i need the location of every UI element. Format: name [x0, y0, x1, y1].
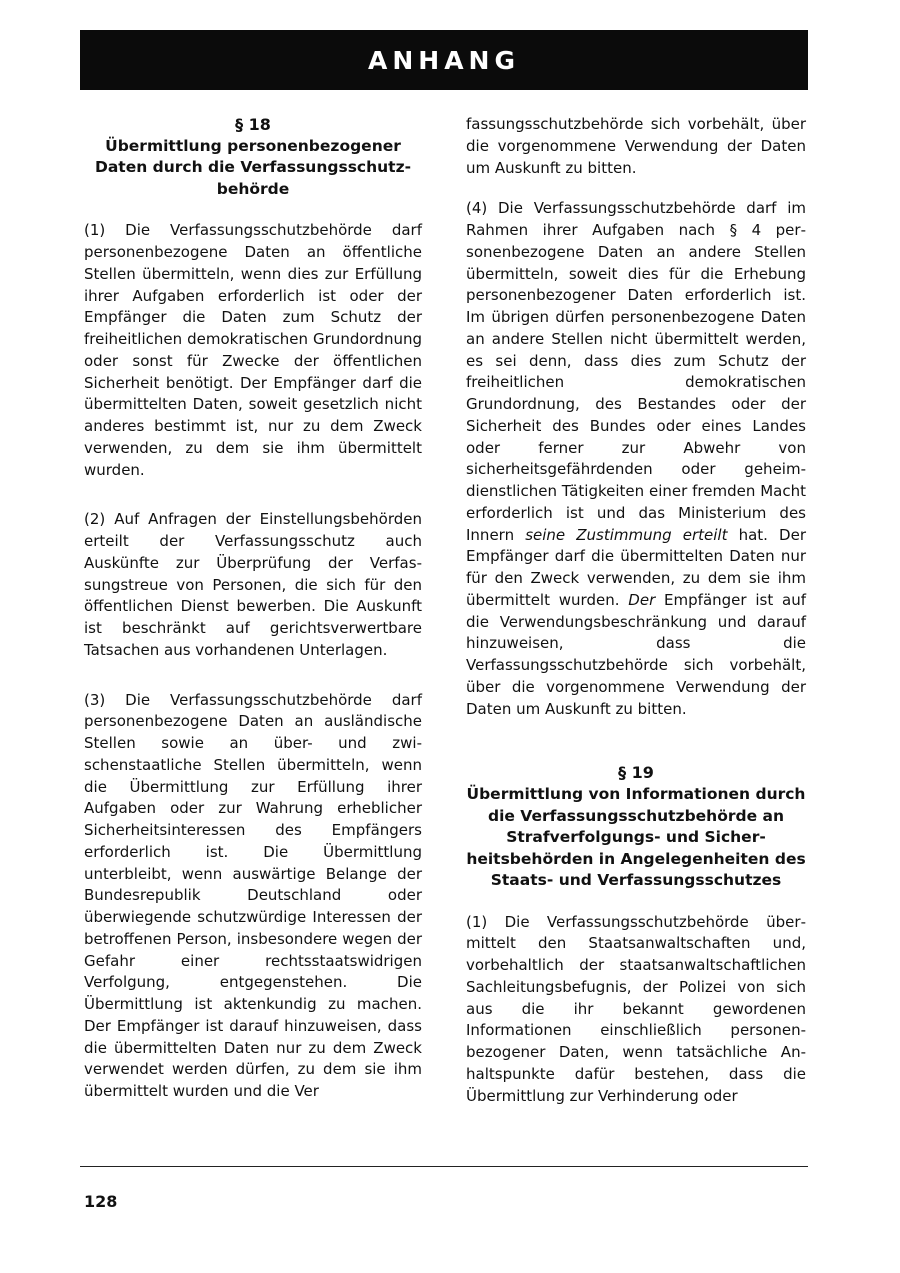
- page-number: 128: [84, 1192, 118, 1211]
- right-column: [466, 114, 806, 1126]
- section-18-title: Übermittlung personenbezogener Daten durch die Verfassungsschutzbehörde: [94, 136, 412, 198]
- paragraph-4-text-b: hat. Der Empfänger darf die übermittelten Daten nur für den Zweck verwenden, zu dem sie ihm übermittelt wurden.: [466, 525, 806, 609]
- paragraph-4-italic-b: Der: [628, 590, 656, 609]
- paragraph-4-text-a: (4) Die Verfassungsschutzbehörde darf im Rahmen ihrer Aufgaben nach § 4 personenbezogene Daten an andere Stellen übermitteln, soweit dies für die Erhebung personenbezogener Daten erforderlich ist. Im übrigen dürfen personenbezogene Daten an andere Stellen nicht übermittelt werden, es sei denn, dass dies zum Schutz der freiheitlichen demokratischen Grundordnung, des Bestandes oder der Sicherheit des Bundes oder eines Landes oder ferner zur Abwehr von sicherheitsgefährdenden oder geheimdienstlichen Tätigkeiten einer fremden Macht erforderlich ist und das Ministerium des Innern: [466, 199, 806, 544]
- section-19-paragraph-1: (1) Die Verfassungsschutzbehörde übermittelt den Staatsanwaltschaften und, vorbehaltlich der staatsanwaltschaftlichen Sachleitungsbefugnis, der Polizei von sich aus die ihr bekannt gewordenen Informationen einschließlich personenbezogener Daten, wenn tatsächliche Anhaltspunkte dafür bestehen, dass die Übermittlung zur Verhinderung oder: [466, 912, 806, 1105]
- chapter-title: ANHANG: [368, 45, 520, 75]
- section-18-number: § 18: [235, 115, 271, 134]
- section-18-paragraph-1: (1) Die Verfassungsschutzbehörde darf personenbezogene Daten an öffentliche Stellen übermitteln, wenn dies zur Erfüllung ihrer Aufgaben erforderlich ist oder der Empfänger die Daten zum Schutz der freiheitlichen demokratischen Grundordnung oder sonst für Zwecke der öffentlichen Sicherheit benötigt. Der Empfänger darf die übermittelten Daten, soweit gesetzlich nicht anderes bestimmt ist, nur zu dem Zweck verwenden, zu dem sie ihm übermittelt wurden.: [84, 221, 422, 479]
- footer-rule: [80, 1166, 808, 1167]
- paragraph-4-italic-a: seine Zustimmung erteilt: [525, 525, 728, 544]
- section-19-title: Übermittlung von Informationen durch die Verfassungsschutzbehörde an Strafverfolgungs- und Sicherheitsbehörden in Angelegenheiten des Staats- und Verfassungsschutzes: [466, 785, 806, 889]
- left-column: [84, 114, 422, 1122]
- chapter-header-bar: [80, 30, 808, 90]
- section-18-paragraph-2: (2) Auf Anfragen der Einstellungsbehörden erteilt der Verfassungsschutz auch Auskünfte zur Überprüfung der Verfassungstreue von Personen, die sich für den öffentlichen Dienst bewerben. Die Auskunft ist beschränkt auf gerichtsverwertbare Tatsachen aus vorhandenen Unterlagen.: [84, 510, 422, 659]
- paragraph-4-text-c: Empfänger ist auf die Verwendungsbeschränkung und darauf hinzuweisen, dass die Verfassungsschutzbehörde sich vorbehält, über die vorgenommene Verwendung der Daten um Auskunft zu bitten.: [466, 590, 807, 718]
- section-18-paragraph-3: (3) Die Verfassungsschutzbehörde darf personenbezogene Daten an ausländische Stellen sowie an über- und zwischenstaatliche Stellen übermitteln, wenn die Übermittlung zur Erfüllung ihrer Aufgaben oder zur Wahrung erheblicher Sicherheitsinteressen des Empfängers erforderlich ist. Die Übermittlung unterbleibt, wenn auswärtige Belange der Bundesrepublik Deutschland oder überwiegende schutzwürdige Interessen der betroffenen Person, insbesondere wegen der Gefahr einer rechtsstaatswidrigen Verfolgung, entgegenstehen. Die Übermittlung ist aktenkundig zu machen. Der Empfänger ist darauf hinzuweisen, dass die übermittelten Daten nur zu dem Zweck verwendet werden dürfen, zu dem sie ihm übermittelt wurden und die Ver: [84, 690, 422, 1100]
- section-18-paragraph-3-continuation: fassungsschutzbehörde sich vorbehält, über die vorgenommene Verwendung der Daten um Auskunft zu bitten.: [466, 115, 806, 177]
- section-19-number: § 19: [618, 763, 654, 783]
- section-18-paragraph-4: [466, 198, 806, 720]
